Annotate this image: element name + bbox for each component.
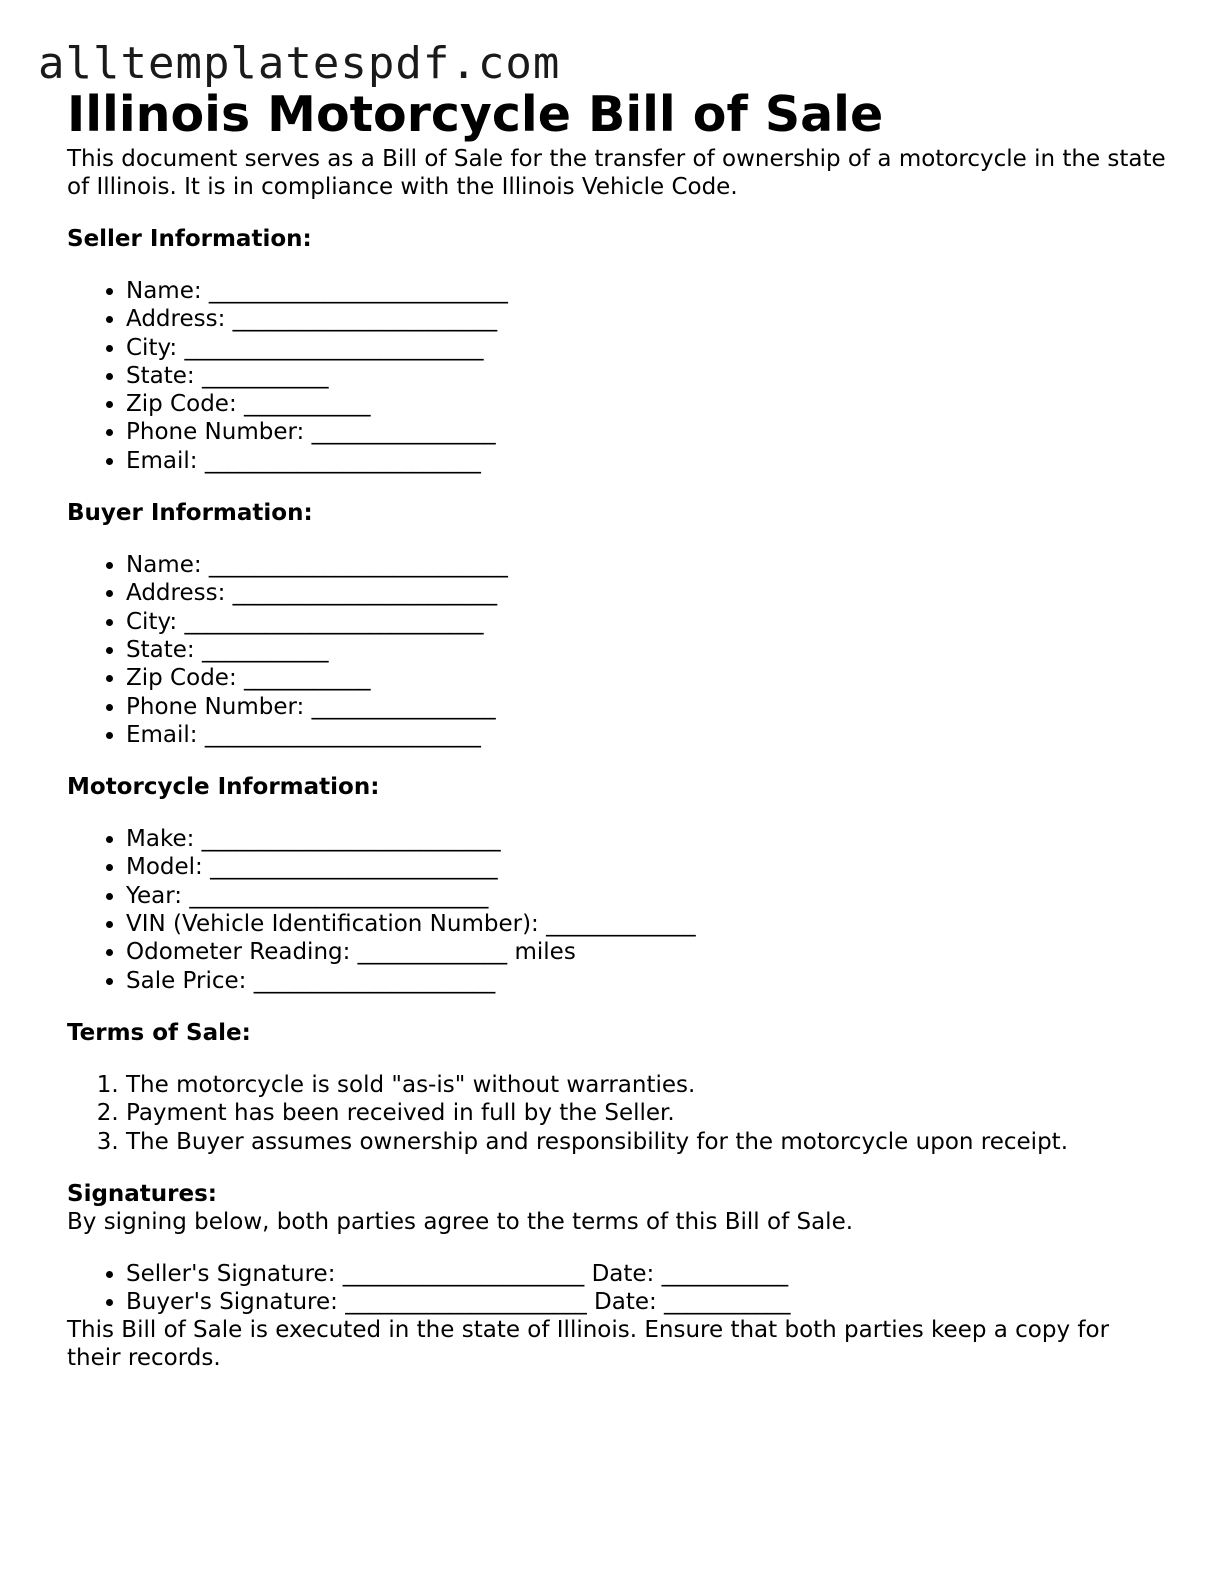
- seller-state-field: • State: ___________: [126, 362, 1167, 390]
- terms-item: 1. The motorcycle is sold "as-is" without warranties.: [126, 1071, 1167, 1099]
- terms-heading: Terms of Sale:: [67, 1019, 251, 1046]
- buyer-list: [67, 551, 1167, 749]
- motorcycle-make-field: • Make: __________________________: [126, 825, 1167, 853]
- seller-signature-line: • Seller's Signature: _____________________ Date: ___________: [126, 1260, 1167, 1288]
- signatures-text: By signing below, both parties agree to the terms of this Bill of Sale.: [67, 1208, 854, 1235]
- motorcycle-vin-field: • VIN (Vehicle Identification Number): _____________: [126, 910, 1167, 938]
- buyer-heading: Buyer Information:: [67, 500, 313, 527]
- intro-paragraph: This document serves as a Bill of Sale for the transfer of ownership of a motorcycle in the state of Illinois. It is in compliance with the Illinois Vehicle Code.: [67, 146, 1166, 200]
- buyer-email-field: • Email: ________________________: [126, 721, 1167, 749]
- seller-address-field: • Address: _______________________: [126, 305, 1167, 333]
- motorcycle-year-field: • Year: __________________________: [126, 882, 1167, 910]
- buyer-address-field: • Address: _______________________: [126, 579, 1167, 607]
- motorcycle-odometer-field: • Odometer Reading: _____________ miles: [126, 938, 1167, 966]
- buyer-state-field: • State: ___________: [126, 636, 1167, 664]
- terms-list: [67, 1071, 1167, 1156]
- document: [67, 85, 1167, 1372]
- buyer-city-field: • City: __________________________: [126, 608, 1167, 636]
- motorcycle-heading: Motorcycle Information:: [67, 774, 380, 801]
- seller-name-field: • Name: __________________________: [126, 277, 1167, 305]
- watermark: alltemplatespdf.com: [38, 38, 561, 89]
- buyer-name-field: • Name: __________________________: [126, 551, 1167, 579]
- signatures-list: [67, 1260, 1167, 1317]
- signatures-heading: Signatures:: [67, 1180, 218, 1207]
- seller-zip-field: • Zip Code: ___________: [126, 390, 1167, 418]
- buyer-phone-field: • Phone Number: ________________: [126, 693, 1167, 721]
- page-title: Illinois Motorcycle Bill of Sale: [67, 86, 884, 143]
- seller-heading: Seller Information:: [67, 226, 312, 252]
- terms-item: 3. The Buyer assumes ownership and responsibility for the motorcycle upon receipt.: [126, 1128, 1167, 1156]
- seller-phone-field: • Phone Number: ________________: [126, 418, 1167, 446]
- buyer-signature-line: • Buyer's Signature: _____________________ Date: ___________: [126, 1288, 1167, 1316]
- seller-list: [67, 277, 1167, 475]
- motorcycle-model-field: • Model: _________________________: [126, 853, 1167, 881]
- seller-email-field: • Email: ________________________: [126, 447, 1167, 475]
- motorcycle-price-field: • Sale Price: _____________________: [126, 967, 1167, 995]
- seller-city-field: • City: __________________________: [126, 334, 1167, 362]
- closing-paragraph: This Bill of Sale is executed in the state of Illinois. Ensure that both parties keep a copy for their records.: [67, 1317, 1110, 1372]
- motorcycle-list: [67, 825, 1167, 995]
- terms-item: 2. Payment has been received in full by the Seller.: [126, 1099, 1167, 1127]
- buyer-zip-field: • Zip Code: ___________: [126, 664, 1167, 692]
